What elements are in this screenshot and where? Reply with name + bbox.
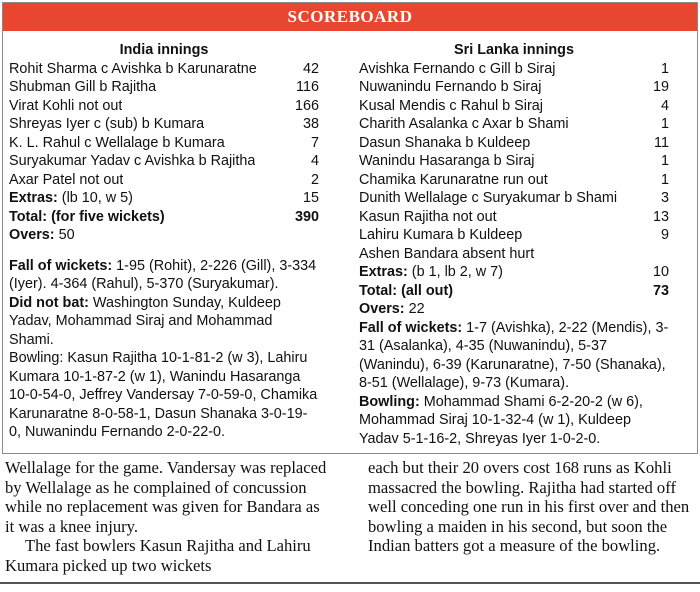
batter-name: Axar Patel not out bbox=[9, 171, 124, 188]
india-batter-row bbox=[9, 115, 319, 134]
batter-runs: 4 bbox=[310, 153, 319, 169]
srilanka-batter-row bbox=[359, 115, 669, 134]
srilanka-total-row bbox=[359, 282, 669, 301]
srilanka-innings bbox=[359, 41, 669, 448]
india-fow-label: Fall of wickets: bbox=[9, 257, 113, 274]
batter-runs: 19 bbox=[652, 79, 669, 95]
india-fall-of-wickets bbox=[9, 257, 319, 294]
batter-name: Charith Asalanka c Axar b Shami bbox=[359, 116, 569, 132]
batter-name: Wanindu Hasaranga b Siraj bbox=[359, 153, 535, 169]
bottom-divider bbox=[0, 582, 700, 584]
india-did-not-bat bbox=[9, 294, 319, 350]
srilanka-batter-row bbox=[359, 171, 669, 190]
article-paragraph: The fast bowlers Kasun Rajitha and Lahiru Kumara picked up two wickets bbox=[5, 536, 311, 575]
batter-runs: 116 bbox=[296, 79, 319, 95]
india-innings-title: India innings bbox=[119, 42, 209, 58]
batter-name: Kusal Mendis c Rahul b Siraj bbox=[359, 97, 543, 114]
srilanka-bowling-text: Mohammad Shami 6-2-20-2 (w 6), Mohammad Siraj 10-1-32-4 (w 1), Kuldeep Yadav 5-1-16-2, Shreyas Iyer 1-0-2-0. bbox=[359, 393, 643, 447]
srilanka-batter-row bbox=[359, 97, 669, 116]
srilanka-fall-of-wickets bbox=[359, 319, 669, 393]
srilanka-extras-row bbox=[359, 263, 669, 282]
batter-name: Shreyas Iyer c (sub) b Kumara bbox=[9, 116, 205, 132]
srilanka-batter-row bbox=[359, 189, 669, 208]
batter-runs: 42 bbox=[302, 60, 319, 77]
india-batter-row bbox=[9, 152, 319, 171]
srilanka-fow-label: Fall of wickets: bbox=[359, 319, 463, 336]
srilanka-overs-label: Overs: bbox=[359, 301, 405, 317]
india-overs-label: Overs: bbox=[9, 227, 55, 243]
article-column-right bbox=[368, 458, 694, 556]
india-fow-text: 1-95 (Rohit), 2-226 (Gill), 3-334 (Iyer). 4-364 (Rahul), 5-370 (Suryakumar). bbox=[9, 257, 317, 292]
batter-name: K. L. Rahul c Wellalage b Kumara bbox=[9, 134, 225, 151]
srilanka-bowling-label: Bowling: bbox=[359, 393, 420, 410]
batter-name: Nuwanindu Fernando b Siraj bbox=[359, 79, 542, 95]
india-total-label: Total: (for five wickets) bbox=[9, 208, 165, 225]
batter-name: Shubman Gill b Rajitha bbox=[9, 79, 157, 95]
batter-name: Chamika Karunaratne run out bbox=[359, 171, 548, 188]
srilanka-batter-row bbox=[359, 245, 669, 264]
batter-runs: 13 bbox=[652, 208, 669, 225]
article-paragraph: Wellalage for the game. Vandersay was replaced by Wellalage as he complained of concussion while no replacement was given for Bandara as it was a knee injury. bbox=[5, 458, 327, 536]
batter-runs: 166 bbox=[294, 97, 319, 114]
batter-name: Dunith Wellalage c Suryakumar b Shami bbox=[359, 190, 618, 206]
india-bowling: Bowling: Kasun Rajitha 10-1-81-2 (w 3), Lahiru Kumara 10-1-87-2 (w 1), Wanindu Hasaranga 10-0-54-0, Jeffrey Vandersay 7-0-59-0, Chamika Karunaratne 8-0-58-1, Dasun Shanaka 3-0-19-0, Nuwanindu Fernando 2-0-22-0. bbox=[9, 350, 318, 440]
india-batter-row bbox=[9, 60, 319, 79]
india-extras-row bbox=[9, 189, 319, 208]
india-total-row bbox=[9, 208, 319, 227]
india-dnb-text: Washington Sunday, Kuldeep Yadav, Mohammad Siraj and Mohammad Shami. bbox=[9, 294, 281, 348]
india-batter-row bbox=[9, 78, 319, 97]
batter-name: Virat Kohli not out bbox=[9, 97, 123, 114]
batter-name: Rohit Sharma c Avishka b Karunaratne bbox=[9, 60, 257, 77]
batter-runs: 1 bbox=[660, 153, 669, 169]
india-dnb-label: Did not bat: bbox=[9, 294, 89, 311]
srilanka-overs-row bbox=[359, 300, 669, 319]
scoreboard-box bbox=[2, 2, 698, 454]
india-batting-list bbox=[9, 60, 319, 190]
batter-runs: 2 bbox=[310, 171, 319, 188]
batter-runs: 11 bbox=[654, 134, 669, 151]
batter-name: Lahiru Kumara b Kuldeep bbox=[359, 227, 523, 243]
india-total-value: 390 bbox=[294, 208, 319, 225]
batter-name: Kasun Rajitha not out bbox=[359, 208, 497, 225]
article-column-left bbox=[5, 458, 327, 576]
india-batter-row bbox=[9, 171, 319, 190]
article-paragraph: each but their 20 overs cost 168 runs as Kohli massacred the bowling. Rajitha had started off well conceding one run in his first over and then bowling a maiden in his second, but soon the Indian batters got a measure of the bowling. bbox=[368, 458, 690, 556]
india-extras-label: Extras: bbox=[9, 190, 58, 206]
batter-runs: 1 bbox=[660, 171, 669, 188]
srilanka-extras-label: Extras: bbox=[359, 264, 408, 280]
batter-runs: 4 bbox=[660, 97, 669, 114]
srilanka-batter-row bbox=[359, 152, 669, 171]
batter-runs: 9 bbox=[660, 227, 669, 243]
srilanka-extras-value: 10 bbox=[652, 264, 669, 280]
batter-runs: 1 bbox=[660, 60, 669, 77]
batter-name: Avishka Fernando c Gill b Siraj bbox=[359, 60, 556, 77]
srilanka-total-label: Total: (all out) bbox=[359, 282, 454, 299]
batter-runs: 7 bbox=[310, 134, 319, 151]
batter-name: Suryakumar Yadav c Avishka b Rajitha bbox=[9, 153, 256, 169]
srilanka-batter-row bbox=[359, 60, 669, 79]
srilanka-extras-detail: (b 1, lb 2, w 7) bbox=[407, 264, 503, 280]
srilanka-batter-row bbox=[359, 78, 669, 97]
india-overs-row bbox=[9, 226, 319, 245]
batter-runs: 38 bbox=[302, 116, 319, 132]
batter-name: Ashen Bandara absent hurt bbox=[359, 245, 535, 262]
srilanka-batter-row bbox=[359, 208, 669, 227]
india-batter-row bbox=[9, 97, 319, 116]
srilanka-bowling bbox=[359, 393, 669, 449]
india-overs-value: 50 bbox=[54, 227, 75, 243]
srilanka-batting-list bbox=[359, 60, 669, 264]
srilanka-total-value: 73 bbox=[652, 282, 669, 299]
batter-runs: 1 bbox=[660, 116, 669, 132]
scoreboard-banner: SCOREBOARD bbox=[3, 3, 697, 31]
batter-runs: 3 bbox=[660, 190, 669, 206]
india-extras-detail: (lb 10, w 5) bbox=[57, 190, 133, 206]
india-extras-value: 15 bbox=[302, 190, 319, 206]
srilanka-overs-value: 22 bbox=[404, 301, 425, 317]
india-batter-row bbox=[9, 134, 319, 153]
srilanka-fow-text: 1-7 (Avishka), 2-22 (Mendis), 3-31 (Asalanka), 4-35 (Nuwanindu), 5-37 (Wanindu), 6-39 (Karunaratne), 7-50 (Shanaka), 8-51 (Wellalage), 9-73 (Kumara). bbox=[359, 319, 669, 391]
india-innings bbox=[9, 41, 319, 442]
batter-runs bbox=[643, 245, 669, 264]
srilanka-innings-title: Sri Lanka innings bbox=[454, 42, 574, 58]
srilanka-batter-row bbox=[359, 134, 669, 153]
batter-name: Dasun Shanaka b Kuldeep bbox=[359, 134, 531, 151]
srilanka-batter-row bbox=[359, 226, 669, 245]
